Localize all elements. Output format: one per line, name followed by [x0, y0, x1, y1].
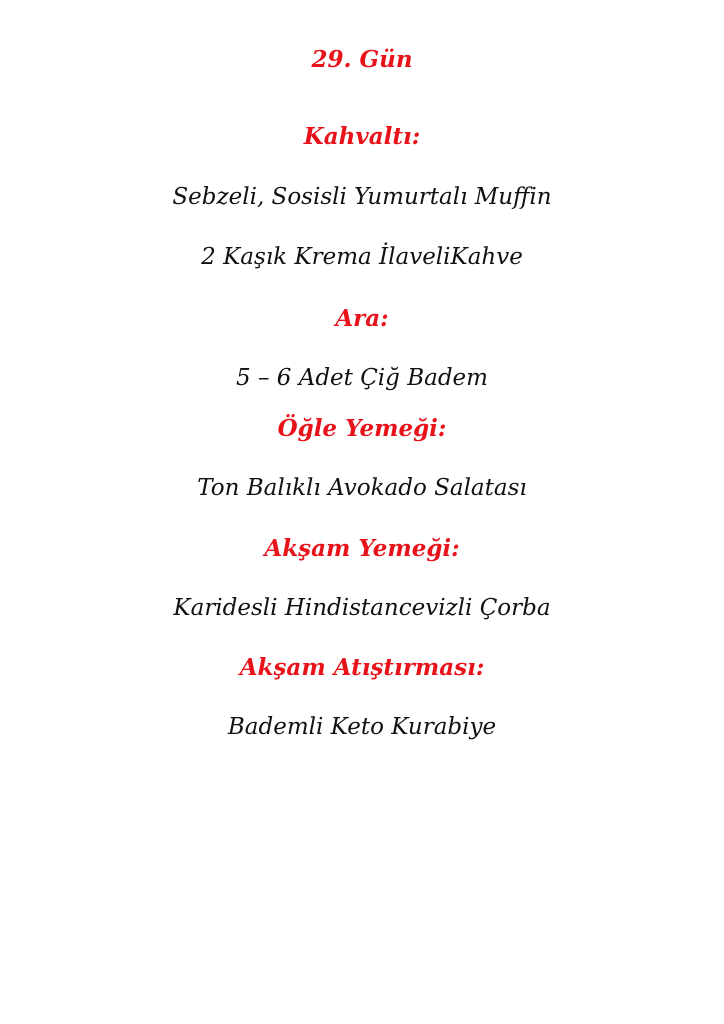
meal-item: 2 Kaşık Krema İlaveliKahve	[201, 244, 523, 270]
meal-item: 5 – 6 Adet Çiğ Badem	[236, 365, 488, 391]
meal-item: Sebzeli, Sosisli Yumurtalı Muffin	[172, 184, 552, 210]
meal-item: Bademli Keto Kurabiye	[227, 714, 497, 740]
section-heading-lunch: Öğle Yemeği:	[277, 415, 447, 442]
section-heading-breakfast: Kahvaltı:	[303, 123, 421, 150]
section-heading-snack: Ara:	[335, 305, 389, 332]
meal-item: Ton Balıklı Avokado Salatası	[197, 475, 527, 501]
day-title: 29. Gün	[311, 46, 413, 73]
section-heading-evening-snack: Akşam Atıştırması:	[239, 654, 485, 681]
section-heading-dinner: Akşam Yemeği:	[264, 535, 460, 562]
meal-item: Karidesli Hindistancevizli Çorba	[173, 595, 551, 621]
